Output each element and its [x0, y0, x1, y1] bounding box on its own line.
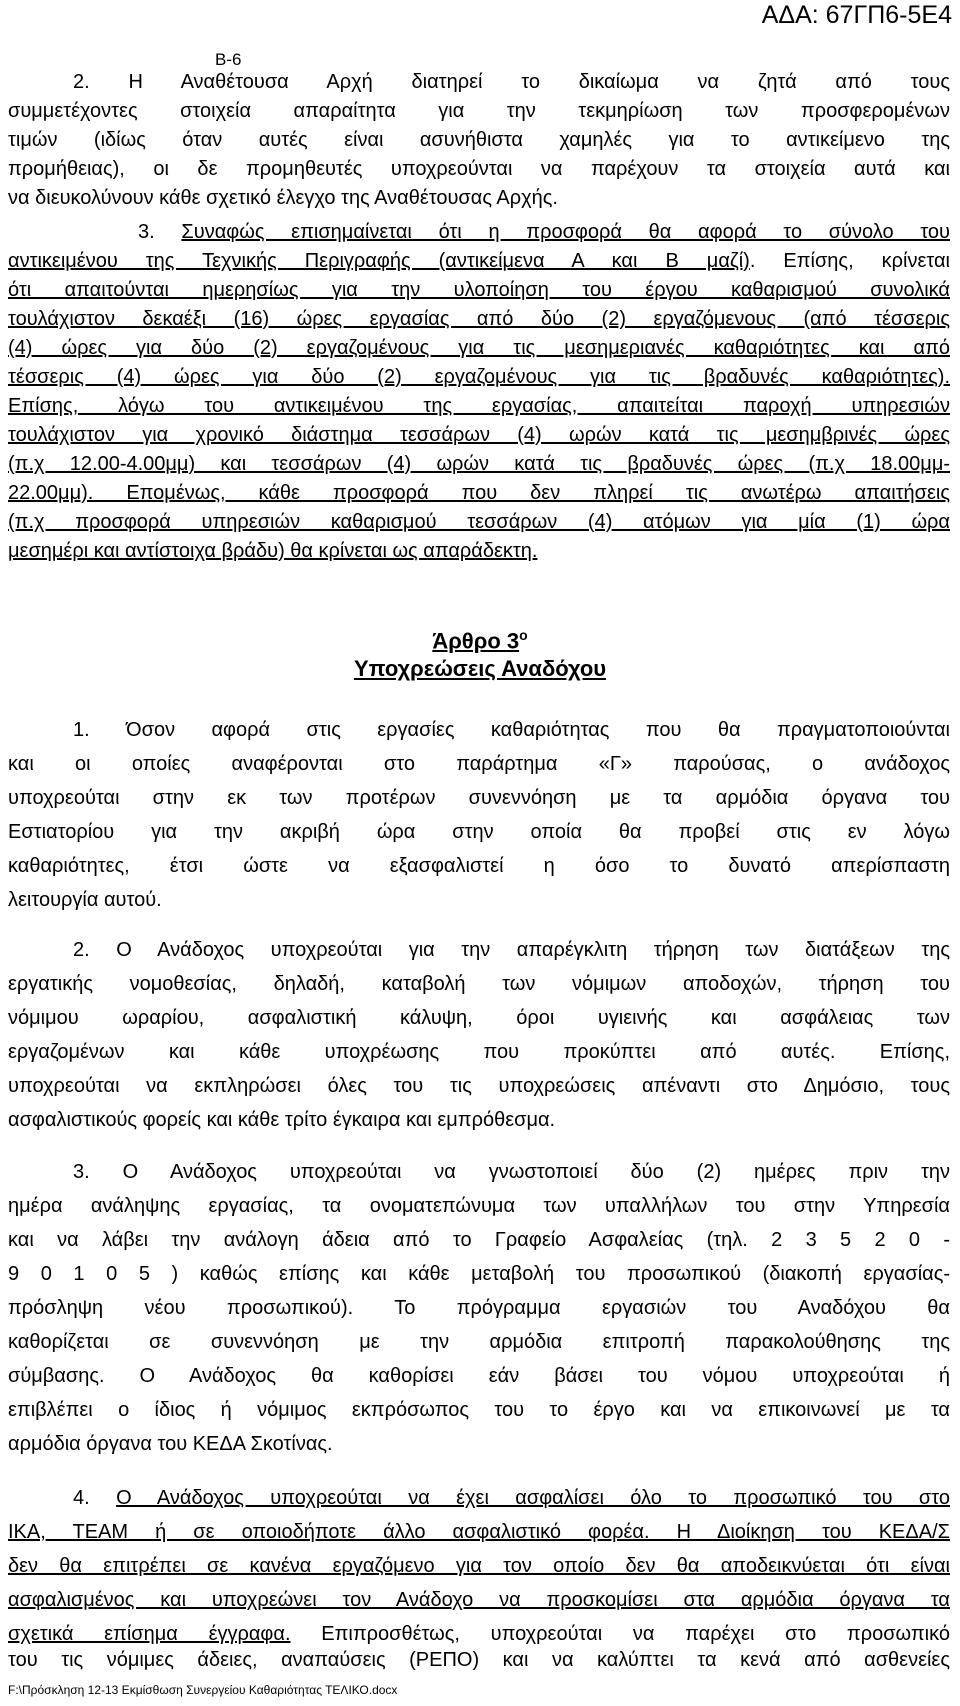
text-line: (π.χ 12.00-4.00μμ) και τεσσάρων (4) ωρών κατά τις βραδυνές ώρες (π.χ 18.00μμ-: [8, 453, 950, 475]
footer-file-path: F:\Πρόσκληση 12-13 Εκμίσθωση Συνεργείου Καθαριότητας ΤΕΛΙΚΟ.docx: [8, 1683, 398, 1697]
text-line: του τις νόμιμες άδειες, αναπαύσεις (ΡΕΠΟ) και να καλύπτει τα κενά από ασθενείες: [8, 1649, 950, 1671]
text-line: λειτουργία αυτού.: [8, 889, 162, 911]
text-line: σύμβασης. Ο Ανάδοχος θα καθορίσει εάν βάσει του νόμου υποχρεούται ή: [8, 1365, 950, 1387]
text-line: να διευκολύνουν κάθε σχετικό έλεγχο της Αναθέτουσας Αρχής.: [8, 187, 558, 209]
text-line: και να λάβει την ανάλογη άδεια από το Γραφείο Ασφαλείας (τηλ. 2 3 5 2 0 -: [8, 1229, 950, 1251]
text-line: υποχρεούται να εκπληρώσει όλες του τις υποχρεώσεις απέναντι στο Δημόσιο, τους: [8, 1075, 950, 1097]
text-line: υποχρεούται στην εκ των προτέρων συνεννόηση με τα αρμόδια όργανα του: [8, 787, 950, 809]
article-title: Άρθρο $3^o$: [432, 627, 528, 654]
text-line: ότι απαιτούνται ημερησίως για την υλοποίηση του έργου καθαρισμού συνολικά: [8, 279, 950, 301]
text-line: Εστιατορίου για την ακριβή ώρα στην οποία θα προβεί στις εν λόγω: [8, 821, 950, 843]
text-line: (π.χ προσφορά υπηρεσιών καθαρισμού τεσσάρων (4) ατόμων για μία (1) ώρα: [8, 511, 950, 533]
text-line: συμμετέχοντες στοιχεία απαραίτητα για την τεκμηρίωση των προσφερομένων: [8, 100, 950, 122]
text-line: επιβλέπει ο ίδιος ή νόμιμος εκπρόσωπος του το έργο και να επικοινωνεί με τα: [8, 1399, 950, 1421]
text-line: καθαριότητες, έτσι ώστε να εξασφαλιστεί η όσο το δυνατό απερίσπαστη: [8, 855, 950, 877]
text-line: μεσημέρι και αντίστοιχα βράδυ) θα κρίνεται ως απαράδεκτη.: [8, 540, 538, 562]
text-line: Επίσης, λόγω του αντικειμένου της εργασίας, απαιτείται παροχή υπηρεσιών: [8, 395, 950, 417]
text-line: 2. Η Αναθέτουσα Αρχή διατηρεί το δικαίωμα να ζητά από τους: [73, 71, 950, 93]
text-line: 2. Ο Ανάδοχος υποχρεούται για την απαρέγκλιτη τήρηση των διατάξεων της: [73, 939, 950, 961]
text-line: (4) ώρες για δύο (2) εργαζομένους για τις μεσημεριανές καθαριότητες και από: [8, 337, 950, 359]
text-line: νόμιμου ωραρίου, ασφαλιστική κάλυψη, όροι υγιεινής και ασφάλειας των: [8, 1007, 950, 1029]
text-line: πρόσληψη νέου προσωπικού). Το πρόγραμμα εργασιών του Αναδόχου θα: [8, 1297, 950, 1319]
text-line: 1. Όσον αφορά στις εργασίες καθαριότητας που θα πραγματοποιούνται: [73, 719, 950, 741]
text-line: 22.00μμ). Επομένως, κάθε προσφορά που δεν πληρεί τις ανωτέρω απαιτήσεις: [8, 482, 950, 504]
text-line: 3. Συναφώς επισημαίνεται ότι η προσφορά θα αφορά το σύνολο του: [138, 221, 950, 243]
text-line: τουλάχιστον δεκαέξι (16) ώρες εργασίας από δύο (2) εργαζόμενους (από τέσσερις: [8, 308, 950, 330]
text-line: σχετικά επίσημα έγγραφα. Επιπροσθέτως, υποχρεούται να παρέχει στο προσωπικό: [8, 1623, 951, 1645]
ada-code: ΑΔΑ: 67ΓΠ6-5Ε4: [761, 1, 952, 29]
text-line: τέσσερις (4) ώρες για δύο (2) εργαζομένους για τις βραδυνές καθαριότητες).: [8, 366, 950, 388]
text-line: καθορίζεται σε συνεννόηση με την αρμόδια επιτροπή παρακολούθησης της: [8, 1331, 950, 1353]
text-line: τιμών (ιδίως όταν αυτές είναι ασυνήθιστα χαμηλές για το αντικείμενο της: [8, 129, 950, 151]
text-line: 4. Ο Ανάδοχος υποχρεούται να έχει ασφαλίσει όλο το προσωπικό του στο: [73, 1487, 950, 1509]
text-line: και οι οποίες αναφέρονται στο παράρτημα «Γ» παρούσας, ο ανάδοχος: [8, 753, 950, 775]
text-line: ΙΚΑ, ΤΕΑΜ ή σε οποιοδήποτε άλλο ασφαλιστικό φορέα. Η Διοίκηση του ΚΕΔΑ/Σ: [8, 1521, 950, 1543]
text-line: ασφαλισμένος και υποχρεώνει τον Ανάδοχο να προσκομίσει στα αρμόδια όργανα τα: [8, 1589, 950, 1611]
text-line: ημέρα ανάληψης εργασίας, τα ονοματεπώνυμα των υπαλλήλων του στην Υπηρεσία: [8, 1195, 950, 1217]
text-line: αντικειμένου της Τεχνικής Περιγραφής (αντικείμενα Α και Β μαζί). Επίσης, κρίνεται: [8, 250, 950, 272]
article-subtitle: Υποχρεώσεις Αναδόχου: [353, 656, 607, 681]
page-code: Β-6: [215, 50, 242, 69]
text-line: αρμόδια όργανα του ΚΕΔΑ Σκοτίνας.: [8, 1433, 333, 1455]
text-line: 9 0 1 0 5 ) καθώς επίσης και κάθε μεταβολή του προσωπικού (διακοπή εργασίας-: [8, 1263, 950, 1285]
text-line: τουλάχιστον για χρονικό διάστημα τεσσάρων (4) ωρών κατά τις μεσημβρινές ώρες: [8, 424, 950, 446]
text-line: 3. Ο Ανάδοχος υποχρεούται να γνωστοποιεί δύο (2) ημέρες πριν την: [73, 1161, 950, 1183]
text-line: προμήθειας), οι δε προμηθευτές υποχρεούνται να παρέχουν τα στοιχεία αυτά και: [8, 158, 950, 180]
text-line: δεν θα επιτρέπει σε κανένα εργαζόμενο για τον οποίο δεν θα αποδεικνύεται ότι είναι: [8, 1555, 950, 1577]
text-line: ασφαλιστικούς φορείς και κάθε τρίτο έγκαιρα και εμπρόθεσμα.: [8, 1109, 556, 1131]
text-line: εργαζομένων και κάθε υποχρέωσης που προκύπτει από αυτές. Επίσης,: [8, 1041, 950, 1063]
text-line: εργατικής νομοθεσίας, δηλαδή, καταβολή των νόμιμων αποδοχών, τήρηση του: [8, 973, 950, 995]
